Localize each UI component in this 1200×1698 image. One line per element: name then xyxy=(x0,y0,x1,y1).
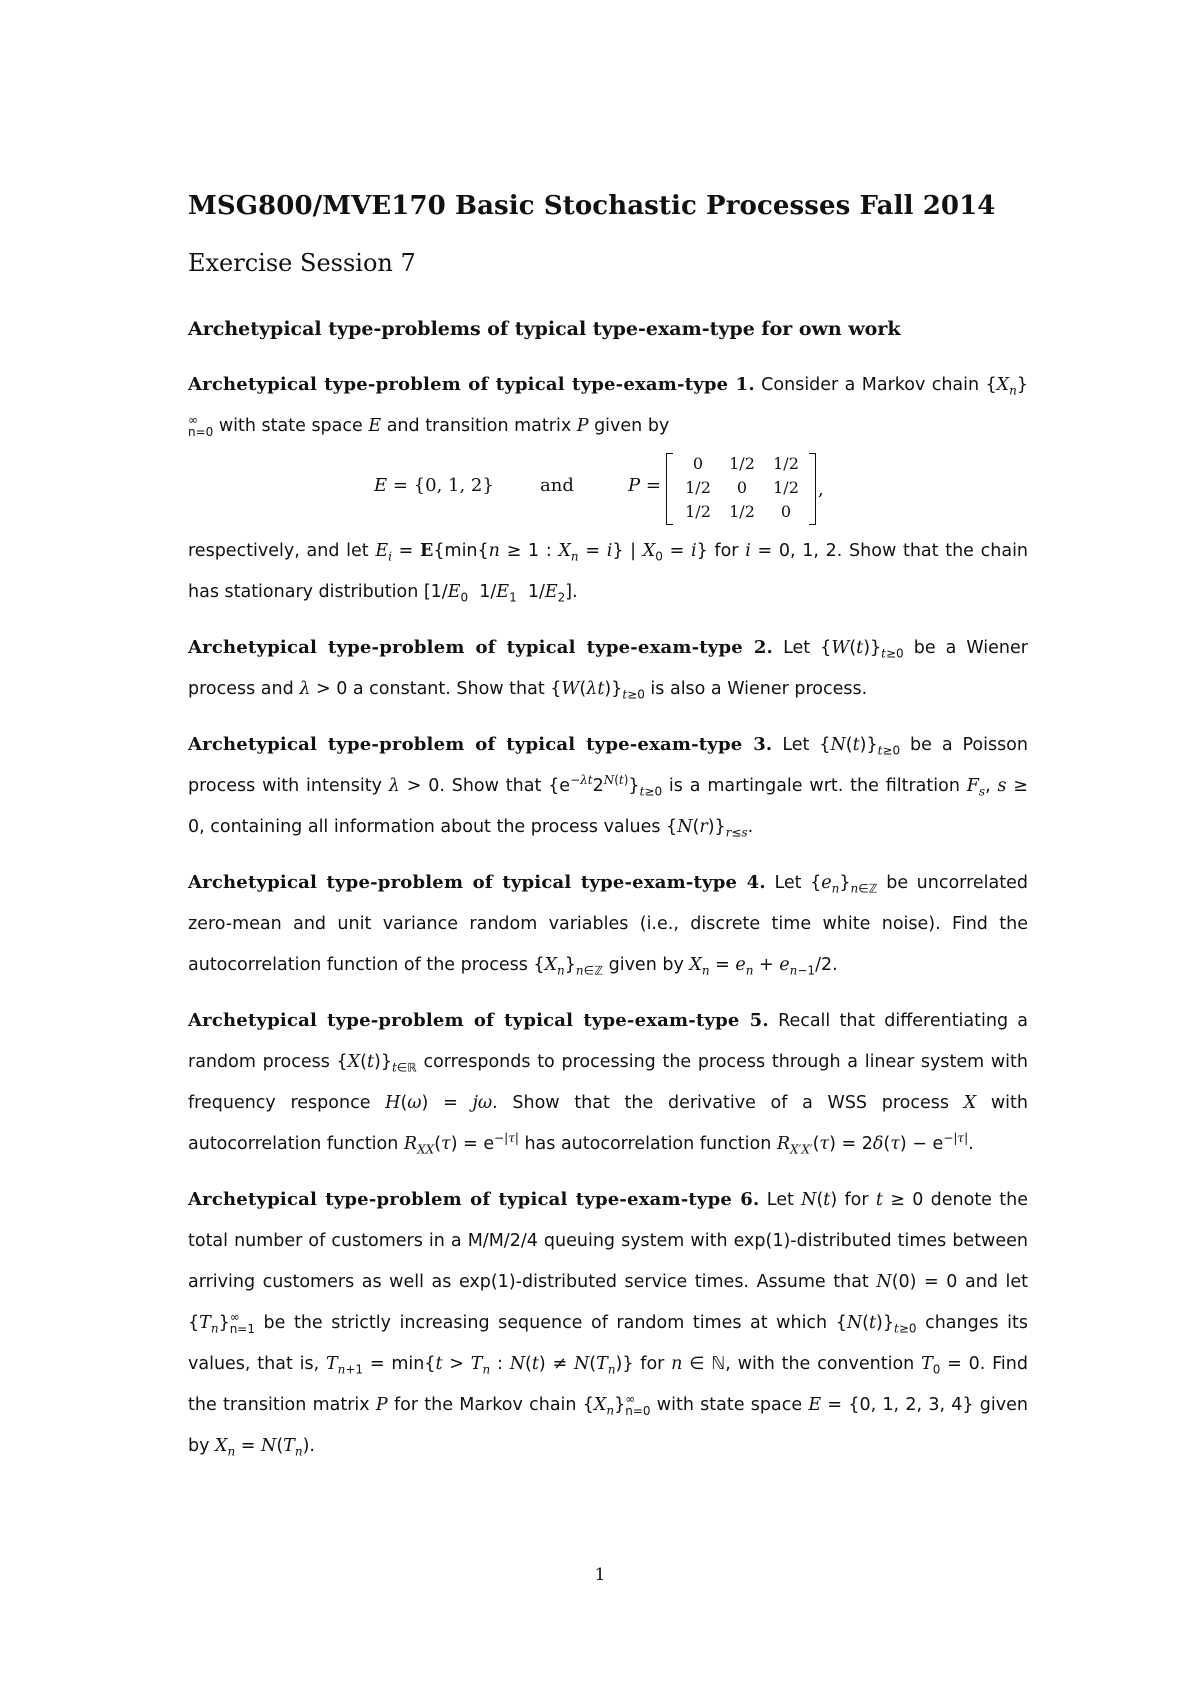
matrix-left-bracket xyxy=(666,453,673,525)
matrix-lhs: P = xyxy=(628,475,661,496)
state-space-equation: E = {0, 1, 2} xyxy=(374,475,494,496)
problem-6-heading: Archetypical type-problem of typical type-exam-type 6. xyxy=(188,1189,760,1210)
problem-1-display-equation: E = {0, 1, 2} and P = 0 1/2 1/2 1/2 0 1/2 1/2 1/2 0 , xyxy=(188,451,1028,527)
transition-matrix: 0 1/2 1/2 1/2 0 1/2 1/2 1/2 0 xyxy=(666,451,816,527)
matrix-right-bracket xyxy=(809,453,816,525)
problem-4: Archetypical type-problem of typical type-exam-type 4. Let $\{e_n\}_{n\in ℤ}$ be uncorrelated zero-mean and unit variance random variables (i.e., discrete time white noise). Find the autocorrelation function of the process $\{X_n\}_{n\in ℤ}$ given by $X_n = e_n + e_{n-1}/2$. xyxy=(188,872,1028,978)
problem-1-continued: respectively, and let $E_i = E\{\min\{n \ge 1$ : $X_n = i$} | $X_0 = i$} for i = 0, 1, 2. Show that the chain has stationary distribution [$1/E_0$ $1/E_1$ $1/E_2$]. xyxy=(188,541,1029,605)
problem-6: Archetypical type-problem of typical type-exam-type 6. Let N(t) for t ≥ 0 denote the total number of customers in a M/M/2/4 queuing system with exp(1)-distributed times between arriving customers as well as exp(1)-distributed service times. Assume that N(0) = 0 and let $\{T_n\}^\infty_{n=1}$ be the strictly increasing sequence of random times at which $\{N(t)\}_{t\ge 0}$ changes its values, that is, $T_{n+1} = \min\{t > T_n$ : $N(t) \ne N(T_n)$} for n ∈ ℕ, with the convention $T_0 = 0$. Find the transition matrix P for the Markov chain $\{X_n\}^\infty_{n=0}$ with state space E = {0, 1, 2, 3, 4} given by $X_n = N(T_n)$. xyxy=(188,1189,1028,1459)
problem-1: Archetypical type-problem of typical type-exam-type 1. Consider a Markov chain $\{X_n\}^\infty_{n=0}$ with state space E and transition matrix P given by xyxy=(188,374,1028,439)
problem-2-heading: Archetypical type-problem of typical type-exam-type 2. xyxy=(188,637,774,658)
problem-1-heading: Archetypical type-problem of typical type-exam-type 1. xyxy=(188,374,755,395)
section-heading: Archetypical type-problems of typical type-exam-type for own work xyxy=(188,318,901,340)
problem-3-heading: Archetypical type-problem of typical type-exam-type 3. xyxy=(188,734,773,755)
and-label: and xyxy=(540,475,574,496)
problem-2: Archetypical type-problem of typical type-exam-type 2. Let $\{W(t)\}_{t\ge 0}$ be a Wiener process and λ > 0 a constant. Show that $\{W(\lambda t)\}_{t\ge 0}$ is also a Wiener process. xyxy=(188,637,1028,702)
document-subtitle: Exercise Session 7 xyxy=(188,249,416,277)
problem-3: Archetypical type-problem of typical type-exam-type 3. Let $\{N(t)\}_{t\ge 0}$ be a Poisson process with intensity λ > 0. Show that $\{e^{-\lambda t}2^{N(t)}\}_{t\ge 0}$ is a martingale wrt. the filtration $F_s$, s ≥ 0, containing all information about the process values $\{N(r)\}_{r\le s}$. xyxy=(188,734,1028,840)
problem-5: Archetypical type-problem of typical type-exam-type 5. Recall that differentiating a random process $\{X(t)\}_{t\in ℝ}$ corresponds to processing the process through a linear system with frequency responce H(ω) = jω. Show that the derivative of a WSS process X with autocorrelation function $R_{XX}(\tau) = e^{-|\tau|}$ has autocorrelation function $R_{X'X'}(\tau) = 2\delta(\tau) - e^{-|\tau|}$. xyxy=(188,1010,1028,1157)
document-page xyxy=(188,188,1028,1467)
document-title: MSG800/MVE170 Basic Stochastic Processes Fall 2014 xyxy=(188,191,996,221)
problem-4-heading: Archetypical type-problem of typical type-exam-type 4. xyxy=(188,872,766,893)
problem-5-heading: Archetypical type-problem of typical type-exam-type 5. xyxy=(188,1010,769,1031)
page-number: 1 xyxy=(594,1565,606,1585)
